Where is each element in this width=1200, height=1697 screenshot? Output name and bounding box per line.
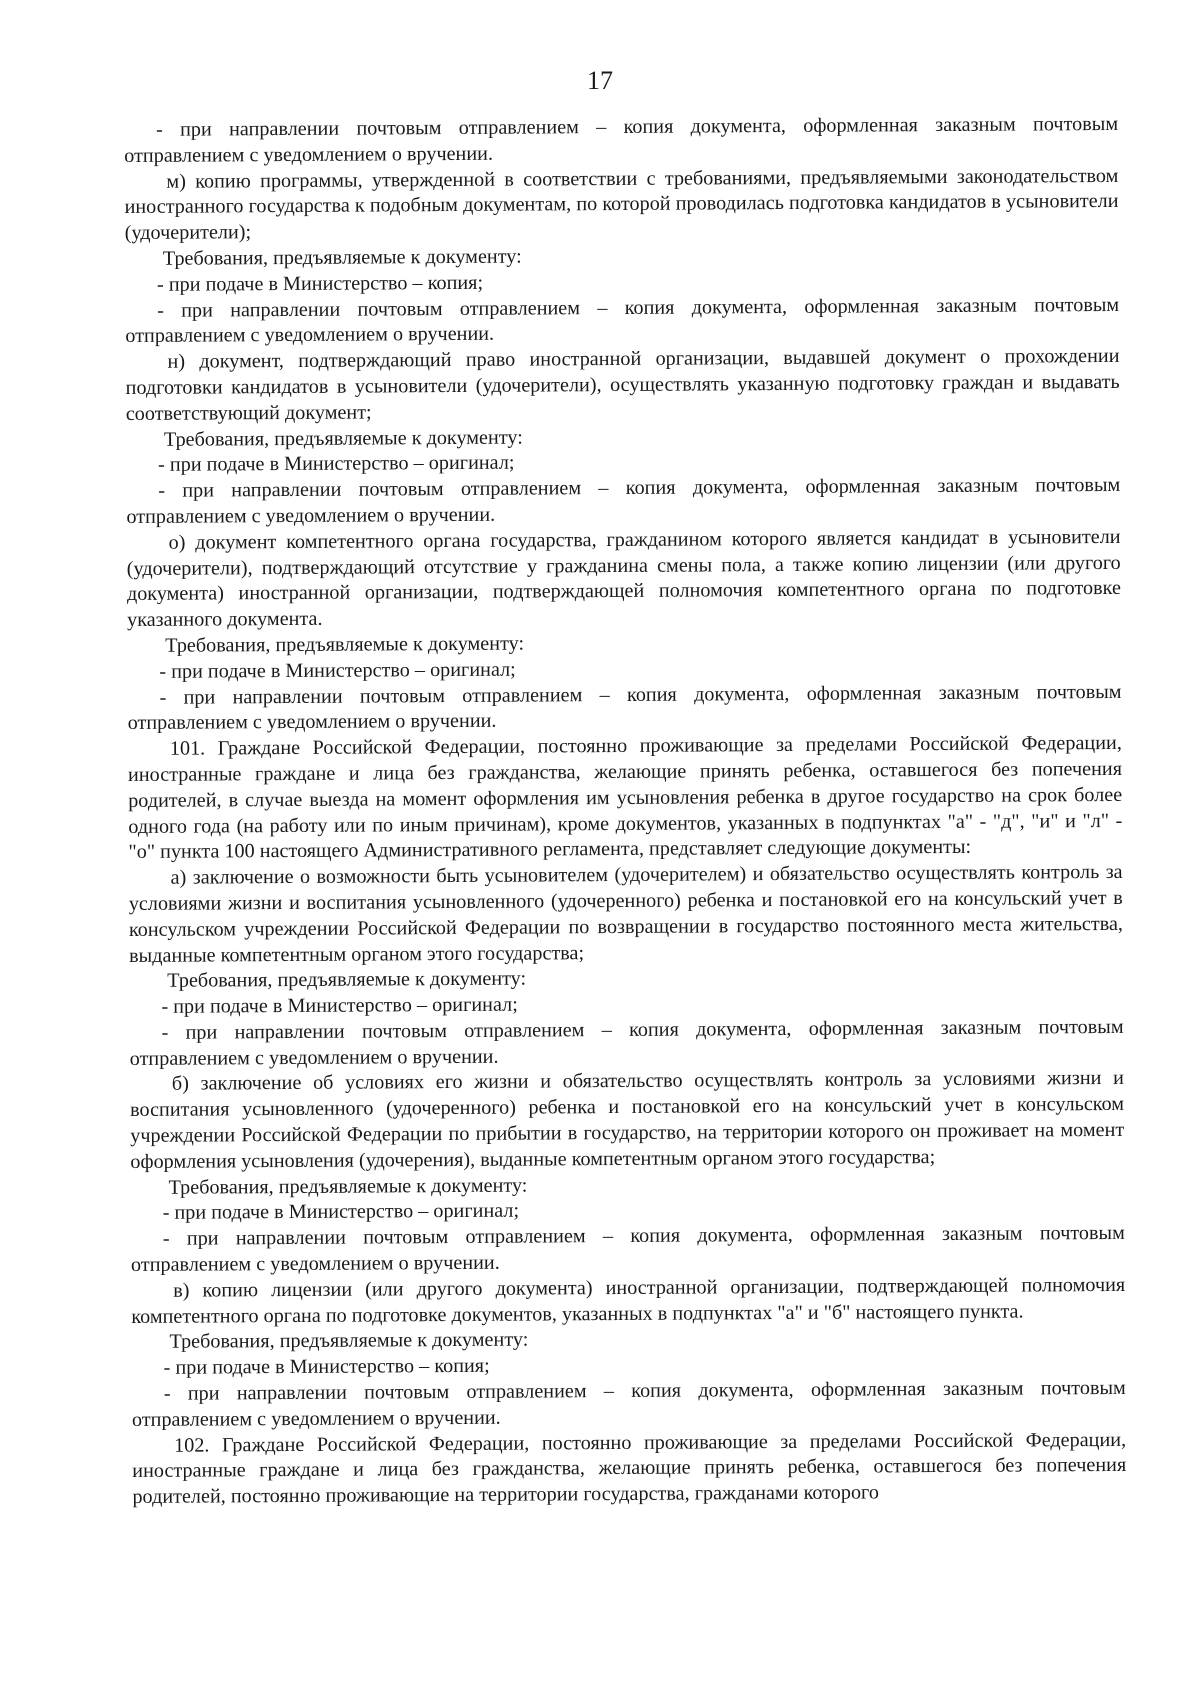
requirement-item: - при подаче в Министерство – оригинал; — [161, 993, 518, 1018]
requirement-item: - при подаче в Министерство – копия; — [163, 1355, 490, 1380]
requirement-item: - при подаче в Министерство – оригинал; — [159, 658, 516, 683]
requirement-item: - при направлении почтовым отправлением – копия документа, оформленная заказным почтовым отправлением с уведомлением о вручении. — [127, 680, 1122, 735]
requirement-item: - при подаче в Министерство – оригинал; — [162, 1200, 520, 1225]
requirement-item: - при направлении почтовым отправлением – копия документа, оформленная заказным почтовым отправлением с уведомлением о вручении. — [126, 474, 1121, 528]
requirements-heading: Требования, предъявляемые к документу: — [163, 426, 523, 451]
paragraph: а) заключение о возможности быть усыновителем (удочерителем) и обязательство осуществлять контроль за условиями жизни и воспитания усыновленного (удочеренного) ребенка и постановкой его на консульский учет в консульском учреждении Российской Федерации по возвращении в государство постоянного места жительства, выданные компетентным органом этого государства; — [128, 861, 1124, 967]
requirement-item: - при подаче в Министерство – копия; — [156, 271, 484, 296]
paragraph: б) заключение об условиях его жизни и обязательство осуществлять контроль за условиями жизни и воспитания усыновленного (удочеренного) ребенка и постановкой его на консульский учет в консульском учреждении Российской Федерации по прибытии в государство, на территории которого он проживает на момент оформления усыновления (удочерения), выданные компетентным органом этого государства; — [129, 1067, 1125, 1173]
requirements-heading: Требования, предъявляемые к документу: — [165, 632, 525, 657]
requirement-item: - при направлении почтовым отправлением – копия документа, оформленная заказным почтовым отправлением с уведомлением о вручении. — [124, 112, 1119, 167]
paragraph: в) копию лицензии (или другого документа) иностранной организации, подтверждающей полномочия компетентного органа по подготовке документов, указанных в подпунктах "а" и "б" настоящего пункта. — [131, 1273, 1126, 1328]
requirements-heading: Требования, предъявляемые к документу: — [162, 245, 522, 270]
paragraph: о) документ компетентного органа государства, гражданином которого является кандидат в усыновители (удочерители), подтверждающий отсутствие у гражданина смены пола, а также копию лицензии (или другого документа) иностранной организации, подтверждающей полномочия компетентного органа по подготовке указанного документа. — [126, 525, 1121, 632]
paragraph: н) документ, подтверждающий право иностранной организации, выдавшей документ о прохождении подготовки кандидатов в усыновители (удочерители), осуществлять указанную подготовку граждан и выдавать соответствующий документ; — [125, 345, 1120, 425]
document-body — [124, 112, 1126, 1511]
requirements-heading: Требования, предъявляемые к документу: — [169, 1329, 529, 1354]
paragraph: м) копию программы, утвержденной в соответствии с требованиями, предъявляемыми законодательством иностранного государства к подобным документам, по которой проводилась подготовка кандидатов в усыновители (удочерители); — [124, 164, 1119, 245]
requirement-item: - при направлении почтовым отправлением – копия документа, оформленная заказным почтовым отправлением с уведомлением о вручении. — [125, 293, 1120, 348]
requirements-heading: Требования, предъявляемые к документу: — [167, 967, 527, 993]
page-number: 17 — [587, 66, 613, 95]
requirement-item: - при направлении почтовым отправлением – копия документа, оформленная заказным почтовым отправлением с уведомлением о вручении. — [129, 1015, 1124, 1070]
requirements-heading: Требования, предъявляемые к документу: — [168, 1174, 528, 1199]
requirement-item: - при направлении почтовым отправлением – копия документа, оформленная заказным почтовым отправлением с уведомлением о вручении. — [131, 1376, 1126, 1431]
paragraph: 101. Граждане Российской Федерации, постоянно проживающие за пределами Российской Федерации, иностранные граждане и лица без гражданства, желающие принять ребенка, оставшегося без попечения родителей, в случае выезда на момент оформления им усыновления ребенка в другое государство на срок более одного года (на работу или по иным причинам), кроме документов, указанных в подпунктах "а" - "д", "и" и "л" - "о" пункта 100 настоящего Административного регламента, представляет следующие документы: — [127, 732, 1123, 864]
requirement-item: - при направлении почтовым отправлением – копия документа, оформленная заказным почтовым отправлением с уведомлением о вручении. — [130, 1222, 1125, 1277]
paragraph: 102. Граждане Российской Федерации, постоянно проживающие за пределами Российской Федерации, иностранные граждане и лица без гражданства, желающие принять ребенка, оставшегося без попечения родителей, постоянно проживающие на территории государства, гражданами которого — [132, 1428, 1127, 1509]
requirement-item: - при подаче в Министерство – оригинал; — [158, 451, 515, 477]
